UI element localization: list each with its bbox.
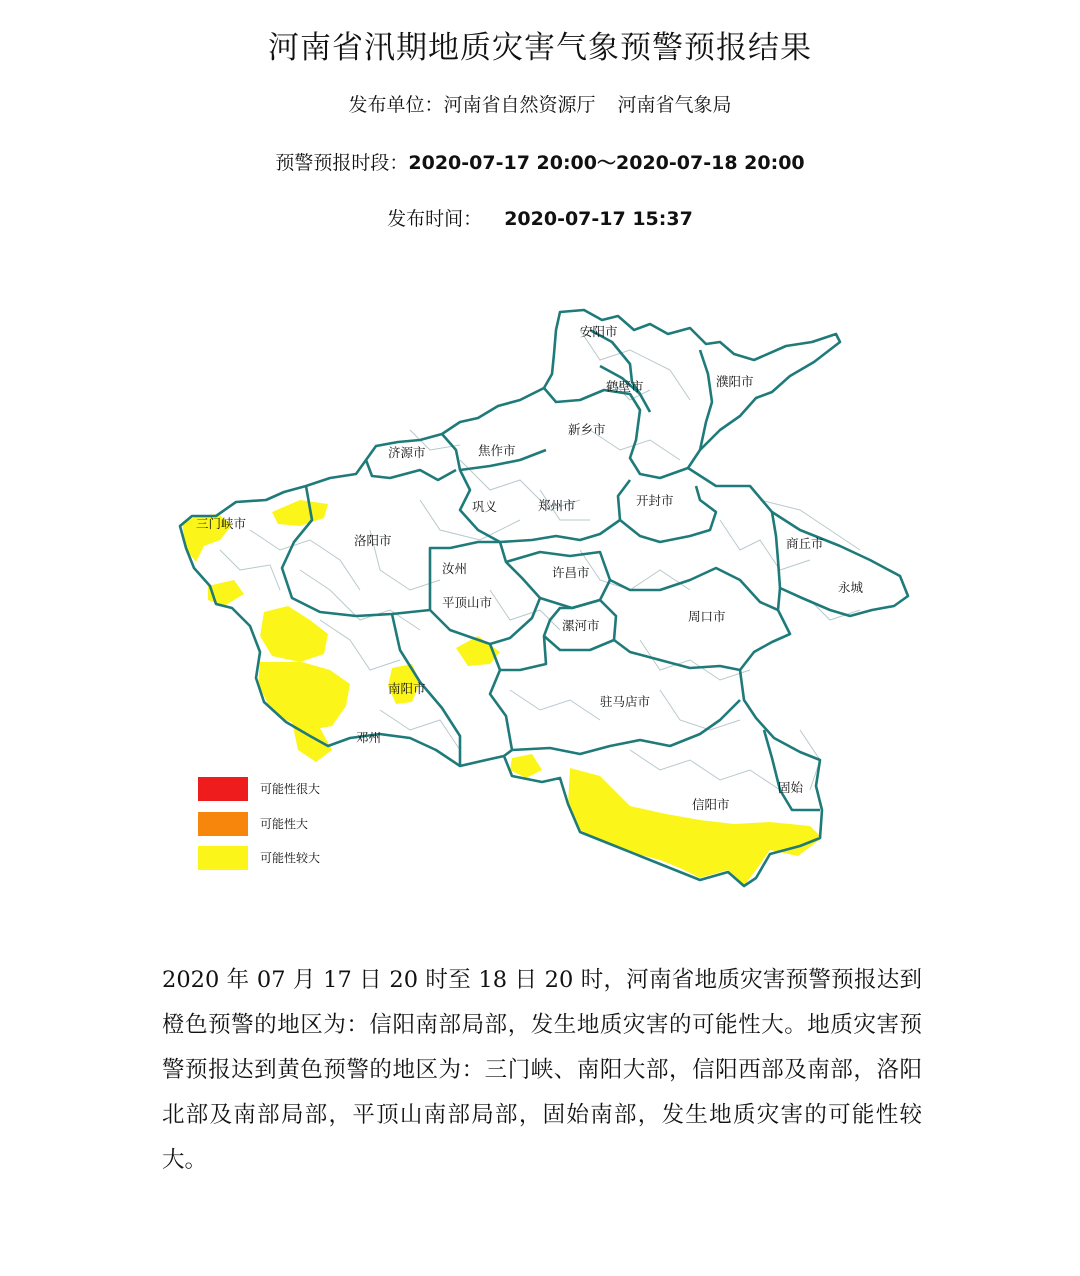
boundary-zhoukou xyxy=(610,568,778,610)
label-zhoukou: 周口市 xyxy=(688,609,726,624)
label-kaifeng: 开封市 xyxy=(636,493,674,508)
label-nanyang: 南阳市 xyxy=(388,681,426,696)
page-title: 河南省汛期地质灾害气象预警预报结果 xyxy=(268,30,812,66)
legend-swatch-orange xyxy=(198,812,248,836)
boundary-xuchang xyxy=(506,552,610,608)
label-shangqiu: 商丘市 xyxy=(786,536,824,551)
zone-sanmenxia-north xyxy=(272,500,328,526)
period-line xyxy=(0,148,1080,175)
boundary-zhumadian xyxy=(500,636,546,670)
boundary-xinyang-gushi xyxy=(764,730,820,810)
period-value: 2020-07-17 20:00～2020-07-18 20:00 xyxy=(408,152,805,174)
boundary-nanyang-east xyxy=(490,644,512,756)
legend-item-very-high xyxy=(198,777,398,801)
label-zhengzhou: 郑州市 xyxy=(538,498,576,513)
label-zhumadian: 驻马店市 xyxy=(600,694,651,709)
label-gushi: 固始 xyxy=(778,780,804,795)
legend-label: 可能性大 xyxy=(260,817,309,831)
issue-time-label: 发布时间： xyxy=(387,208,483,230)
label-pingdingshan: 平顶山市 xyxy=(442,595,493,610)
issue-time-line xyxy=(0,204,1080,231)
boundary-zhumadian-east xyxy=(614,640,740,670)
issuer-line xyxy=(0,90,1080,117)
boundary-shangqiu xyxy=(772,512,780,588)
legend-label: 可能性较大 xyxy=(260,851,321,865)
issuer-1: 河南省自然资源厅 xyxy=(443,94,596,116)
zone-xixia xyxy=(258,662,350,730)
legend-swatch-yellow xyxy=(198,846,248,870)
label-puyang: 濮阳市 xyxy=(716,374,754,389)
label-dengzhou: 邓州 xyxy=(356,730,382,745)
legend-swatch-red xyxy=(198,777,248,801)
label-xinyang: 信阳市 xyxy=(692,797,730,812)
issuer-2: 河南省气象局 xyxy=(617,94,732,116)
zone-luanchuan xyxy=(260,606,328,662)
boundary-puyang xyxy=(700,350,712,450)
zone-tongbai xyxy=(510,754,542,778)
boundary-xinxiang xyxy=(544,388,688,478)
boundary-jiyuan-luoyang xyxy=(366,460,456,480)
label-hebi: 鹤壁市 xyxy=(606,379,644,394)
period-label: 预警预报时段： xyxy=(275,152,409,174)
label-luoyang: 洛阳市 xyxy=(354,533,392,548)
label-xuchang: 许昌市 xyxy=(552,565,590,580)
label-ruzhou: 汝州 xyxy=(442,561,468,576)
label-gongyi: 巩义 xyxy=(472,499,498,514)
label-sanmenxia: 三门峡市 xyxy=(196,516,247,531)
label-jiyuan: 济源市 xyxy=(388,445,426,460)
label-xinxiang: 新乡市 xyxy=(568,422,606,437)
label-yongcheng: 永城 xyxy=(838,580,864,595)
legend-item-high xyxy=(198,812,398,836)
label-jiaozuo: 焦作市 xyxy=(478,443,516,458)
forecast-paragraph: 2020 年 07 月 17 日 20 时至 18 日 20 时，河南省地质灾害预警预报达到橙色预警的地区为：信阳南部局部，发生地质灾害的可能性大。地质灾害预警预报达到黄色预警的地区为：三门峡、南阳大部，信阳西部及南部，洛阳北部及南部局部，平顶山南部局部，固始南部，发生地质灾害的可能性较大。 xyxy=(162,967,922,1173)
label-anyang: 安阳市 xyxy=(580,324,618,339)
label-luohe: 漯河市 xyxy=(562,618,600,633)
henan-warning-map xyxy=(160,290,920,900)
issuer-label: 发布单位： xyxy=(348,94,444,116)
legend-label: 可能性很大 xyxy=(260,782,321,796)
issue-time-value: 2020-07-17 15:37 xyxy=(504,208,693,230)
legend-item-relatively-high xyxy=(198,846,398,870)
